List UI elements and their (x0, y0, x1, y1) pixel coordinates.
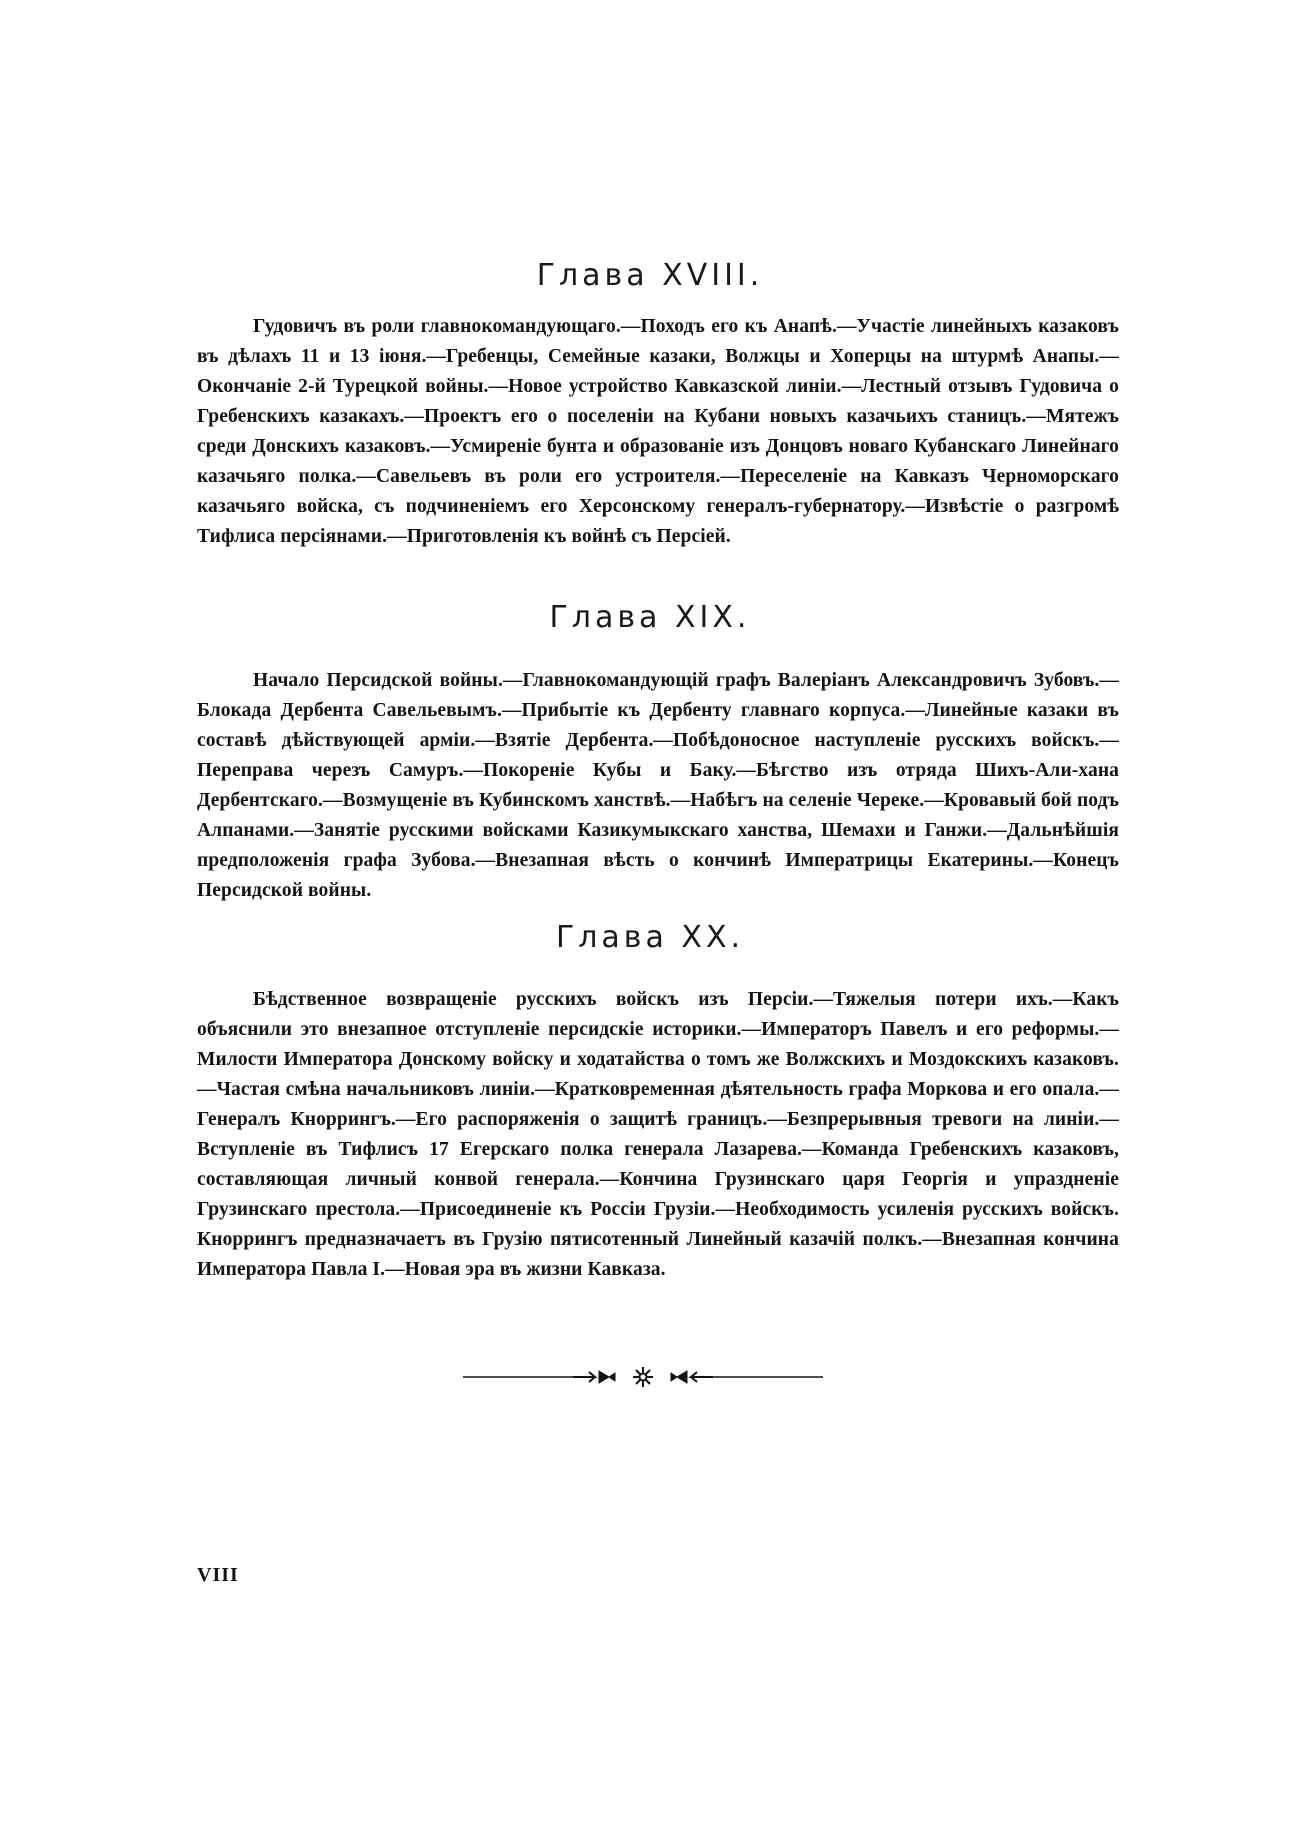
chapter-xx-title: Глава XX. (555, 920, 745, 955)
chapter-xx-summary: Бѣдственное возвращеніе русскихъ войскъ изъ Персіи.—Тяжелыя потери ихъ.—Какъ объяснили это внезапное отступленіе персидскіе историки.—Императоръ Павелъ и его реформы.—Милости Императора Донскому войску и ходатайства о томъ же Волжскихъ и Моздокскихъ казаковъ.—Частая смѣна начальниковъ линіи.—Кратковременная дѣятельность графа Моркова и его опала.—Генералъ Кноррингъ.—Его распоряженія о защитѣ границъ.—Безпрерывныя тревоги на линіи.—Вступленіе въ Тифлисъ 17 Егерскаго полка генерала Лазарева.—Команда Гребенскихъ казаковъ, составляющая личный конвой генерала.—Кончина Грузинскаго царя Георгія и упраздненіе Грузинскаго престола.—Присоединеніе къ Россіи Грузіи.—Необходимость усиленія русскихъ войскъ. Кноррингъ предназначаетъ въ Грузію пятисотенный Линейный казачій полкъ.—Внезапная кончина Императора Павла I.—Новая эра въ жизни Кавказа. (197, 989, 1119, 1280)
page-number: VIII (197, 1564, 239, 1586)
chapter-xix-summary: Начало Персидской войны.—Главнокомандующій графъ Валеріанъ Александровичъ Зубовъ.—Блокада Дербента Савельевымъ.—Прибытіе къ Дербенту главнаго корпуса.—Линейные казаки въ составѣ дѣйствующей арміи.—Взятіе Дербента.—Побѣдоносное наступленіе русскихъ войскъ.—Переправа черезъ Самуръ.—Покореніе Кубы и Баку.—Бѣгство изъ отряда Шихъ-Али-хана Дербентскаго.—Возмущеніе въ Кубинскомъ ханствѣ.—Набѣгъ на селеніе Череке.—Кровавый бой подъ Алпанами.—Занятіе русскими войсками Казикумыкскаго ханства, Шемахи и Ганжи.—Дальнѣйшія предположенія графа Зубова.—Внезапная вѣсть о кончинѣ Императрицы Екатерины.—Конецъ Персидской войны. (197, 670, 1119, 901)
chapter-xix-title: Глава XIX. (549, 600, 751, 635)
chapter-xviii-title: Глава XVIII. (536, 258, 764, 293)
fleuron-divider-icon (463, 1365, 823, 1389)
chapter-xviii-summary: Гудовичъ въ роли главнокомандующаго.—Походъ его къ Анапѣ.—Участіе линейныхъ казаковъ въ дѣлахъ 11 и 13 іюня.—Гребенцы, Семейные казаки, Волжцы и Хоперцы на штурмѣ Анапы.—Окончаніе 2-й Турецкой войны.—Новое устройство Кавказской линіи.—Лестный отзывъ Гудовича о Гребенскихъ казакахъ.—Проектъ его о поселеніи на Кубани новыхъ казачьихъ станицъ.—Мятежъ среди Донскихъ казаковъ.—Усмиреніе бунта и образованіе изъ Донцовъ новаго Кубанскаго Линейнаго казачьяго полка.—Савельевъ въ роли его устроителя.—Переселеніе на Кавказъ Черноморскаго казачьяго войска, съ подчиненіемъ его Херсонскому генералъ-губернатору.—Извѣстіе о разгромѣ Тифлиса персіянами.—Приготовленія къ войнѣ съ Персіей. (197, 316, 1119, 547)
